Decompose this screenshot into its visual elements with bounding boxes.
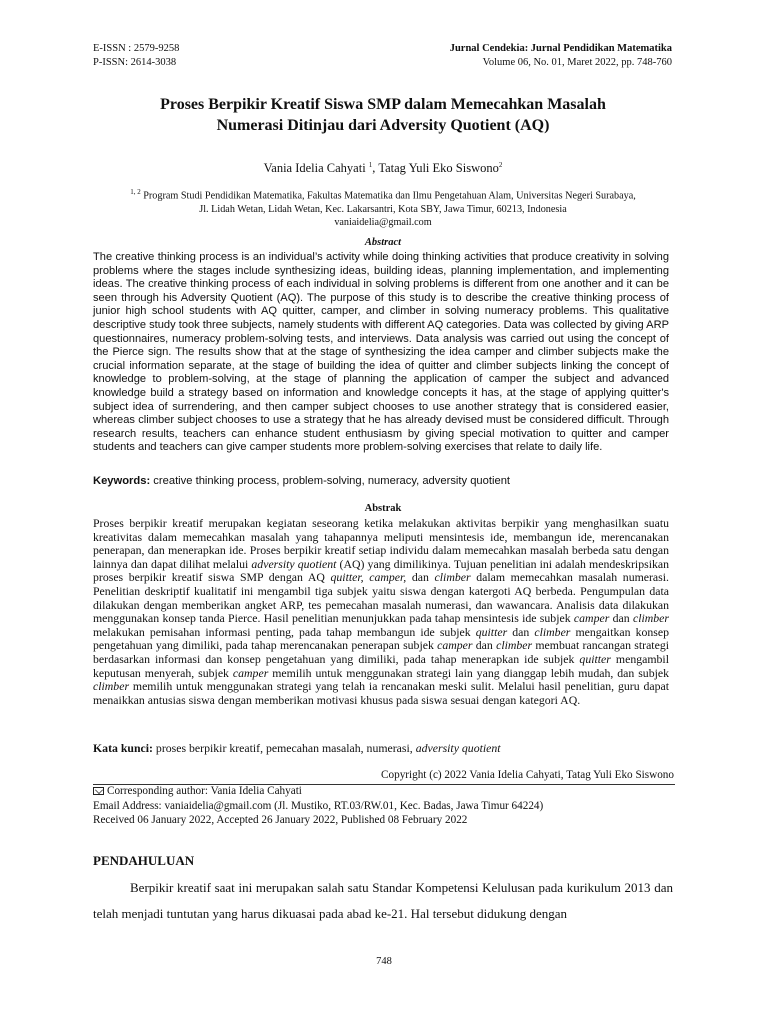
author-2: Tatag Yuli Eko Siswono	[378, 161, 499, 176]
title-line-2: Numerasi Ditinjau dari Adversity Quotient (AQ)	[216, 117, 550, 134]
keywords-label: Keywords:	[93, 475, 151, 487]
abstract-heading: Abstract	[364, 237, 402, 248]
section-heading: PENDAHULUAN	[93, 853, 195, 868]
keywords-text: creative thinking process, problem-solving, numeracy, adversity quotient	[150, 475, 511, 487]
author-1: Vania Idelia Cahyati	[263, 161, 366, 176]
kata-kunci-label: Kata kunci:	[93, 741, 153, 755]
keywords	[93, 475, 673, 487]
abstrak-body: Proses berpikir kreatif merupakan kegiatan seseorang ketika melakukan aktivitas berpikir yang menghasilkan suatu kreativitas dalam memecahkan masalah yang tahapannya meliputi mensintesis ide, membangun ide, merencanakan penerapan, dan menerapkan ide. Proses berpikir kreatif setiap individu dalam memecahkan masalah berbeda satu dengan lainnya dan dapat dilihat melalui adversity quotient (AQ) yang dimilikinya. Tujuan penelitian ini adalah mendeskripsikan proses berpikir kreatif siswa SMP dengan AQ quitter, camper, dan climber dalam memecahkan masalah numerasi. Penelitian deskriptif kualitatif ini mengambil tiga subjek yaitu siswa dengan katergoti AQ berbeda. Pengumpulan data dilakukan dengan memberikan angket ARP, tes pemecahan masalah numerasi, dan wawancara. Analisis data dilakukan menggunakan konsep tanda Pierce. Hasil penelitian menunjukkan pada tahap mensintesis ide subjek camper dan climber melakukan pemisahan informasi penting, pada tahap membangun ide subjek quitter dan climber mengaitkan konsep pengetahuan yang dimiliki, pada tahap merencanakan penerapan subjek camper dan climber membuat rancangan strategi berdasarkan informasi dan konsep pengetahuan yang dimiliki, pada tahap menerapkan ide subjek quitter mengambil keputusan menyerah, subjek camper memilih untuk menggunakan strategi lain yang dianggap lebih mudah, dan subjek climber memilih untuk menggunakan strategi yang telah ia rencanakan meski sulit. Melalui hasil penelitian, guru dapat menaikkan antusias siswa dengan memberikan motivasi khusus pada siswa sesuai dengan kategori AQ.	[93, 516, 670, 707]
envelope-icon	[93, 787, 104, 795]
journal-volume: Volume 06, No. 01, Maret 2022, pp. 748-760	[482, 57, 672, 68]
affiliation-line-1: Program Studi Pendidikan Matematika, Fakultas Matematika dan Ilmu Pengetahuan Alam, Universitas Negeri Surabaya,	[140, 190, 636, 202]
author-2-sup: 2	[498, 161, 503, 169]
publication-dates: Received 06 January 2022, Accepted 26 January 2022, Published 08 February 2022	[93, 814, 468, 826]
eissn: E-ISSN : 2579-9258	[93, 43, 180, 54]
journal-info	[450, 42, 672, 70]
kata-kunci-italic: adversity quotient	[415, 741, 501, 755]
correspondence-block	[93, 784, 543, 828]
corresponding-author: Corresponding author: Vania Idelia Cahyati	[107, 785, 302, 797]
kata-kunci-text: proses berpikir kreatif, pemecahan masalah, numerasi,	[152, 741, 416, 755]
affiliation	[93, 186, 673, 230]
email-address: Email Address: vaniaidelia@gmail.com (Jl. Mustiko, RT.03/RW.01, Kec. Badas, Jawa Timur 64224)	[93, 799, 544, 812]
affiliation-email: vaniaidelia@gmail.com	[334, 217, 432, 229]
abstrak-heading: Abstrak	[364, 503, 402, 514]
copyright-notice: Copyright (c) 2022 Vania Idelia Cahyati, Tatag Yuli Eko Siswono	[381, 769, 674, 781]
affiliation-sup: 1, 2	[130, 188, 141, 196]
pissn: P-ISSN: 2614-3038	[93, 57, 177, 68]
title-line-1: Proses Berpikir Kreatif Siswa SMP dalam Memecahkan Masalah	[160, 96, 606, 113]
paper-title	[93, 94, 673, 136]
kata-kunci	[93, 741, 673, 756]
affiliation-line-2: Jl. Lidah Wetan, Lidah Wetan, Kec. Lakarsantri, Kota SBY, Jawa Timur, 60213, Indonesia	[199, 203, 567, 215]
author-list	[93, 161, 673, 176]
abstract-body: The creative thinking process is an individual’s activity while doing thinking activities that produce creativity in solving problems where the stages include synthesizing ideas, building ideas, planning implementation, and implementing ideas. The creative thinking process of each individual in solving problems is different from one another and it can be seen through his Adversity Quotient (AQ). The purpose of this study is to describe the creative thinking process of junior high school students with AQ quitter, camper, and climber in solving numeracy problems. This qualitative descriptive study took three subjects, namely students with different AQ categories. Data was collected by giving ARP questionnaires, numeracy problem-solving tests, and interviews. Data analysis was carried out using the concept of the Pierce sign. The results show that at the stage of synthesizing the idea camper and climber subjects make the crucial information separate, at the stage of building the idea of quitter and climber subjects linking the concept of knowledge to problem-solving, at the stage of planning the application of camper the subject and advanced knowledge build a strategy based on information and knowledge concepts it has, at the stage of applying quitter's subject idea of surrendering, and then camper subject chooses to use another strategy that is considered easier, whereas climber subject chooses to use a strategy that he has already devised must be considered difficult. Through research results, teachers can enhance student enthusiasm by giving special motivation to quitter and camper students and teachers can give camper students more problem-solving exercises that relate to daily life.	[93, 251, 669, 454]
author-separator: ,	[372, 161, 379, 176]
section-paragraph: Berpikir kreatif saat ini merupakan salah satu Standar Kompetensi Kelulusan pada kurikulum 2013 dan telah menjadi tuntutan yang harus dikuasai pada abad ke-21. Hal tersebut didukung dengan	[93, 880, 673, 921]
journal-name: Jurnal Cendekia: Jurnal Pendidikan Matematika	[449, 43, 672, 54]
author-1-sup: 1	[368, 161, 373, 169]
issn-block	[93, 42, 179, 70]
page-number: 748	[376, 956, 392, 967]
